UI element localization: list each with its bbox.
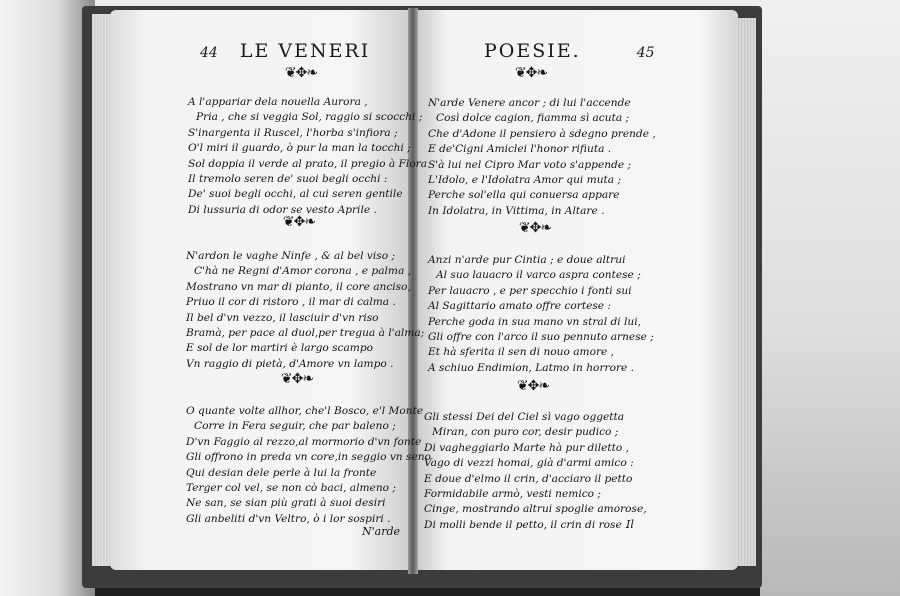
verse-line: Formidabile armò, vesti nemico ; bbox=[424, 488, 601, 501]
right-stanza-3 bbox=[424, 410, 647, 533]
page-edges-left bbox=[92, 14, 112, 566]
verse-line: E doue d'elmo il crin, d'acciaro il petto bbox=[424, 472, 633, 485]
ornament-left-2: ❦✥❧ bbox=[282, 214, 316, 230]
verse-line: Mostrano vn mar di pianto, il core anciso, bbox=[186, 280, 411, 293]
verse-line: De' suoi begli occhi, al cui seren gentile bbox=[188, 188, 403, 201]
verse-line: Il tremolo seren de' suoi begli occhi : bbox=[188, 173, 388, 186]
verse-line: A l'appariar dela nouella Aurora , bbox=[188, 96, 368, 108]
verse-line: Perche goda in sua mano vn stral di lui, bbox=[428, 315, 641, 328]
left-stanza-3 bbox=[186, 404, 431, 527]
right-stanza-2 bbox=[428, 253, 654, 376]
right-catchword: Il bbox=[626, 518, 634, 531]
verse-line: E de'Cigni Amiclei l'honor rifiuta . bbox=[428, 143, 612, 156]
verse-line: S'à lui nel Cipro Mar voto s'appende ; bbox=[428, 158, 632, 171]
verse-line: Et hà sferita il sen di nouo amore , bbox=[428, 346, 615, 359]
verse-line: A schiuo Endimion, Latmo in horrore . bbox=[428, 361, 635, 374]
verse-line: Gli offre con l'arco il suo pennuto arnese ; bbox=[428, 331, 654, 344]
right-page-header bbox=[484, 40, 655, 62]
background-left bbox=[0, 0, 95, 596]
verse-line: Miran, con puro cor, desir pudico ; bbox=[432, 426, 619, 439]
right-page-number: 45 bbox=[636, 45, 655, 61]
verse-line: Di molli bende il petto, il crin di rose . bbox=[424, 518, 629, 531]
verse-line: Sol doppia il verde al prato, il pregio à Flora bbox=[188, 157, 428, 170]
verse-line: Per lauacro , e per specchio i fonti sui bbox=[428, 284, 632, 297]
verse-line: Vn raggio di pietà, d'Amore vn lampo . bbox=[186, 357, 394, 370]
verse-line: S'inargenta il Ruscel, l'horba s'infiora ; bbox=[188, 126, 398, 139]
verse-line: Al Sagittario amato offre cortese : bbox=[428, 300, 611, 313]
verse-line: Bramà, per pace al duol,per tregua à l'alma; bbox=[186, 327, 425, 340]
verse-line: Gli stessi Dei del Ciel sì vago oggetta bbox=[424, 411, 625, 423]
verse-line: E sol de lor martiri è largo scampo bbox=[186, 342, 373, 355]
verse-line: L'Idolo, e l'Idolatra Amor qui muta ; bbox=[428, 174, 622, 187]
ornament-left-1: ❦✥❧ bbox=[284, 65, 318, 81]
ornament-right-2: ❦✥❧ bbox=[518, 220, 552, 236]
verse-line: In Idolatra, in Vittima, in Altare . bbox=[428, 204, 605, 217]
verse-line: Qui desian dele perle à lui la fronte bbox=[186, 466, 377, 479]
verse-line: Gli offrono in preda vn core,in seggio vn seno bbox=[186, 451, 431, 464]
verse-line: Terger col vel, se non cò baci, almeno ; bbox=[186, 482, 396, 495]
verse-line: Di vagheggiarlo Marte hà pur diletto , bbox=[424, 441, 630, 454]
right-stanza-1 bbox=[428, 96, 656, 219]
left-running-head: LE VENERI bbox=[239, 40, 371, 62]
right-running-head: POESIE. bbox=[484, 40, 581, 62]
ornament-right-3: ❦✥❧ bbox=[516, 378, 550, 394]
left-page-number: 44 bbox=[200, 45, 218, 61]
verse-line: Perche sol'ella qui conuersa appare bbox=[428, 189, 620, 202]
left-stanza-2 bbox=[186, 249, 424, 372]
verse-line: Corre in Fera seguir, che par baleno ; bbox=[194, 420, 396, 433]
verse-line: N'ardon le vaghe Ninfe , & al bel viso ; bbox=[186, 250, 396, 262]
verse-line: Priuo il cor di ristoro , il mar di calma . bbox=[186, 296, 396, 309]
verse-line: N'arde Venere ancor ; di lui l'accende bbox=[428, 97, 631, 109]
verse-line: D'vn Faggio al rezzo,al mormorio d'vn fonte bbox=[186, 435, 422, 448]
verse-line: Ne san, se sian più grati à suoi desiri bbox=[186, 497, 386, 510]
verse-line: Vago di vezzi homai, già d'armi amico : bbox=[424, 457, 634, 470]
verse-line: Pria , che si veggia Sol, raggio si scocchi ; bbox=[196, 111, 423, 124]
ornament-right-1: ❦✥❧ bbox=[514, 65, 548, 81]
verse-line: O quante volte allhor, che'l Bosco, e'l Monte bbox=[186, 405, 424, 417]
left-catchword: N'arde bbox=[362, 525, 401, 538]
verse-line: Al suo lauacro il varco aspra contese ; bbox=[436, 269, 641, 282]
verse-line: Gli anbeliti d'vn Veltro, ò i lor sospiri . bbox=[186, 512, 391, 525]
verse-line: Cinge, mostrando altrui spoglie amorose, bbox=[424, 503, 647, 516]
background-right bbox=[760, 0, 900, 596]
verse-line: Che d'Adone il pensiero à sdegno prende , bbox=[428, 127, 656, 140]
left-page-header bbox=[200, 40, 370, 62]
left-stanza-1 bbox=[188, 95, 427, 218]
verse-line: Anzi n'arde pur Cintia ; e doue altrui bbox=[428, 254, 626, 266]
ornament-left-3: ❦✥❧ bbox=[280, 371, 314, 387]
verse-line: O'l miri il guardo, ò pur la man la tocchi ; bbox=[188, 142, 411, 155]
verse-line: Così dolce cagion, fiamma sì acuta ; bbox=[436, 112, 630, 125]
verse-line: Il bel d'vn vezzo, il lasciuir d'vn riso bbox=[186, 311, 379, 324]
verse-line: C'hà ne Regni d'Amor corona , e palma , bbox=[194, 265, 412, 278]
verse-line: Di lussuria di odor se vesto Aprile . bbox=[188, 203, 377, 216]
